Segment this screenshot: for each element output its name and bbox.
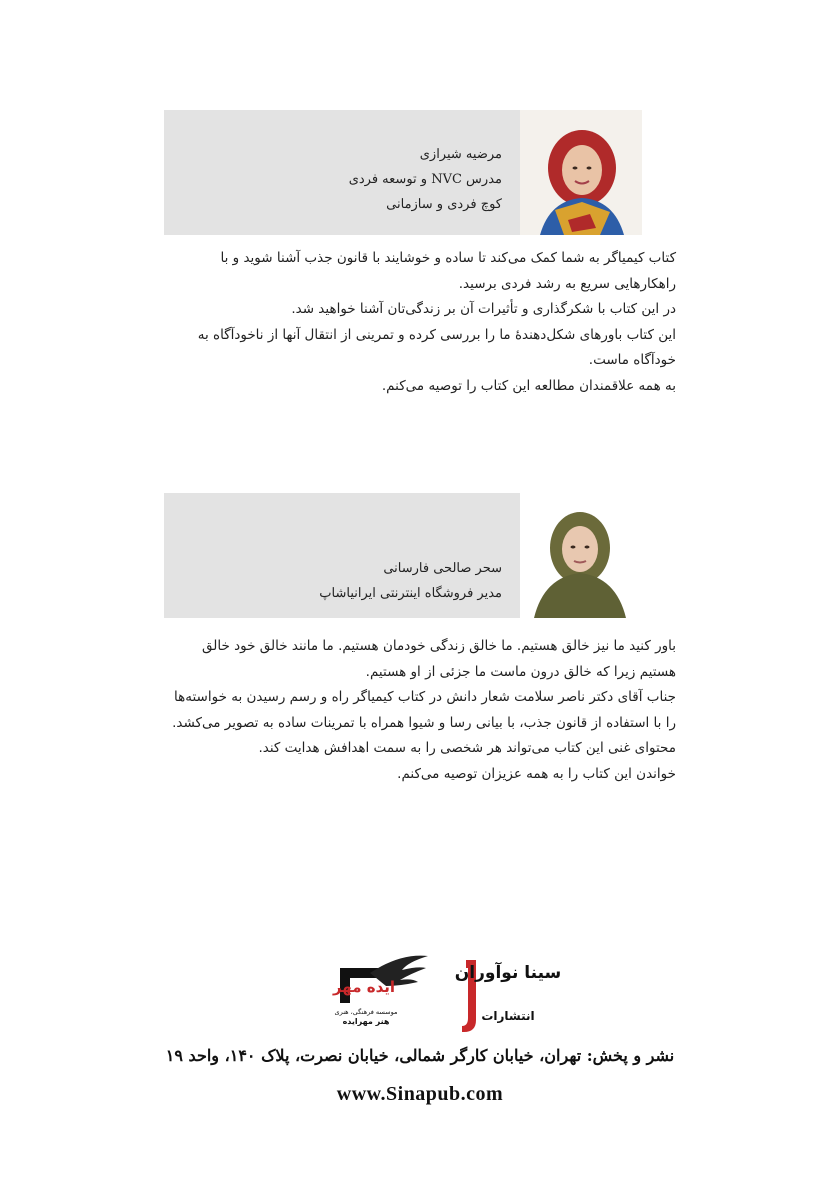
paragraph: محتوای غنی این کتاب می‌تواند هر شخصی را به سمت اهدافش هدایت کند. [258, 740, 676, 756]
paragraph: جناب آقای دکتر ناصر سلامت شعار دانش در کتاب کیمیاگر راه و رسم رسیدن به خواسته‌ها را با استفاده از قانون جذب، با بیانی رسا و شیوا همراه با تمرینات ساده به تصویر می‌کشد. [172, 689, 676, 731]
sina-wordmark: سینا نوآوران [454, 963, 562, 983]
publisher-address: نشر و پخش: تهران، خیابان کارگر شمالی، خیابان نصرت، پلاک ۱۴۰، واحد ۱۹ [165, 1046, 675, 1065]
paragraph: در این کتاب با شکرگذاری و تأثیرات آن بر زندگی‌تان آشنا خواهید شد. [291, 301, 676, 317]
endorser-card-1 [164, 110, 642, 235]
paragraph: باور کنید ما نیز خالق هستیم. ما خالق زندگی خودمان هستیم. ما مانند خالق خود خالق هستیم زیرا که خالق درون ماست ما جزئی از او هستیم. [202, 638, 676, 680]
endorser-role: مدیر فروشگاه اینترنتی ایرانیاشاپ [319, 586, 502, 601]
idea-mehr-caption: هنر مهرایده [342, 1017, 390, 1026]
endorser-photo-1 [520, 110, 642, 235]
endorser-name: سحر صالحی فارسانی [383, 561, 502, 576]
idea-mehr-caption: موسسه فرهنگی، هنری [334, 1008, 398, 1016]
paragraph: کتاب کیمیاگر به شما کمک می‌کند تا ساده و خوشایند با قانون جذب آشنا شوید و با راهکارهایی سریع به رشد فردی برسید. [220, 250, 676, 292]
publisher-website[interactable]: www.Sinapub.com [336, 1083, 504, 1105]
sina-noavaran-logo [455, 960, 561, 1032]
endorser-name: مرضیه شیرازی [419, 147, 502, 162]
publisher-logos [330, 948, 562, 1038]
endorser-info-2 [319, 556, 502, 606]
idea-mehr-logo [332, 956, 428, 1026]
paragraph: به همه علاقمندان مطالعه این کتاب را توصیه می‌کنم. [381, 377, 676, 394]
endorsement-text-2 [164, 634, 676, 787]
paragraph: خواندن این کتاب را به همه عزیزان توصیه می‌کنم. [397, 765, 676, 782]
idea-mehr-wordmark: ایده مهر [332, 978, 396, 996]
endorser-photo-2 [520, 493, 642, 618]
endorser-card-2 [164, 493, 642, 618]
endorser-role: کوچ فردی و سازمانی [386, 197, 502, 212]
endorser-role: مدرس NVC و توسعه فردی [348, 172, 502, 187]
paragraph: این کتاب باورهای شکل‌دهندهٔ ما را بررسی کرده و تمرینی از انتقال آنها از ناخودآگاه به خودآگاه ماست. [197, 326, 676, 368]
publisher-caption: انتشارات [481, 1009, 535, 1023]
endorser-info-1 [349, 142, 502, 217]
endorsement-text-1 [164, 246, 676, 399]
